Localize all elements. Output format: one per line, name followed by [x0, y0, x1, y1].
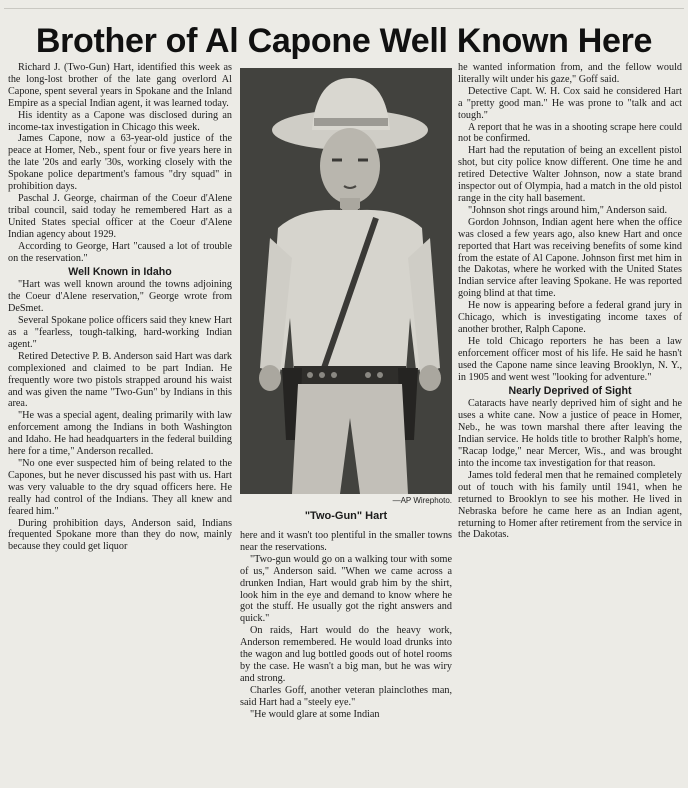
paragraph: he wanted information from, and the fellow would literally wilt under his gaze," Goff said. — [458, 62, 682, 85]
paragraph: Several Spokane police officers said they knew Hart as a "fearless, tough-talking, hard-working Indian agent." — [8, 315, 232, 350]
paragraph: He told Chicago reporters he has been a law enforcement officer most of his life. He said he hasn't used the Capone name since leaving Brooklyn, N. Y., in 1905 and went west "looking for adventure." — [458, 335, 682, 383]
subheading: Well Known in Idaho — [68, 266, 172, 279]
paragraph: Paschal J. George, chairman of the Coeur d'Alene tribal council, said today he remembered Hart as a United States special officer at the Coeur d'Alene Indian agency about 1929. — [8, 192, 232, 240]
article-column-2 — [240, 530, 452, 784]
paragraph: On raids, Hart would do the heavy work, Anderson remembered. He would load drunks into the wagon and lug bottled goods out of hotel rooms by the case. He wasn't a big man, but he was wiry and strong. — [240, 625, 452, 684]
paragraph: "He was a special agent, dealing primarily with law enforcement among the Indians in both Washington and Idaho. He had headquarters in the federal building here for a time," Anderson recalled. — [8, 410, 232, 458]
article-column-1 — [8, 62, 232, 784]
paragraph: According to George, Hart "caused a lot of trouble on the reservation." — [8, 240, 232, 264]
paragraph: James Capone, now a 63-year-old justice of the peace at Homer, Neb., spent four or five years here in the late '20s and early '30s, working closely with the Spokane police department's famous "dry squad" in prohibition days. — [8, 133, 232, 193]
headline: Brother of Al Capone Well Known Here — [35, 22, 653, 60]
article-column-3 — [458, 62, 682, 784]
portrait-photo — [240, 68, 452, 494]
subheading: Nearly Deprived of Sight — [508, 385, 632, 398]
paragraph: Cataracts have nearly deprived him of sight and he uses a white cane. Now a justice of peace in Homer, Neb., he was town marshal there after leaving the Indian service. He holds title to brother Ralph's home, "Racap lodge," near Mercer, Wis., and was brought into the income tax investigation for that reason. — [458, 398, 682, 469]
paragraph: Richard J. (Two-Gun) Hart, identified this week as the long-lost brother of the late gang overlord Al Capone, spent several years in Spokane and the Inland Empire as a special Indian agent, it was learned today. — [8, 62, 232, 109]
top-rule — [4, 8, 684, 9]
paragraph: A report that he was in a shooting scrape here could not be confirmed. — [458, 121, 682, 145]
paragraph: Charles Goff, another veteran plainclothes man, said Hart had a "steely eye." — [240, 684, 452, 708]
photo-caption: "Two-Gun" Hart — [304, 510, 388, 522]
paragraph: James told federal men that he remained completely out of touch with his family until 1941, when he returned to Brooklyn to see his mother. He lived in Nebraska before he came here as an Indian agent, returning to Homer after retirement from the service in the Dakotas. — [458, 469, 682, 541]
paragraph: His identity as a Capone was disclosed during an income-tax investigation in Chicago this week. — [8, 109, 232, 133]
paragraph: here and it wasn't too plentiful in the smaller towns near the reservations. — [240, 530, 452, 553]
paragraph: He now is appearing before a federal grand jury in Chicago, which is investigating income taxes of another brother, Ralph Capone. — [458, 300, 682, 335]
paragraph: "Johnson shot rings around him," Anderson said. — [468, 204, 668, 216]
paragraph: Gordon Johnson, Indian agent here when the office was closed a few years ago, also knew Hart and once reported that Hart was receiving benefits of some kind from the estate of Al Capone. Johnson first met him in the Dakotas, where he worked with the United States Indian service after leaving Spokane. He was reported going blind at that time. — [458, 216, 682, 300]
paragraph: "Two-gun would go on a walking tour with some of us," Anderson said. "When we came across a drunken Indian, Hart would grab him by the shirt, look him in the eye and demand to know where he got the stuff. He usually got the right answers and quick." — [240, 553, 452, 625]
paragraph: "He would glare at some Indian — [250, 708, 380, 720]
paragraph: During prohibition days, Anderson said, Indians frequented Spokane more than they do now, mainly because they could get liquor — [8, 517, 232, 553]
paragraph: Detective Capt. W. H. Cox said he considered Hart a "pretty good man." He was prone to "talk and act tough." — [458, 85, 682, 121]
portrait-illustration — [240, 68, 452, 494]
paragraph: Hart had the reputation of being an excellent pistol shot, but city police know different. One time he and retired Detective Walter Johnson, now a state brand inspector out of Olympia, had a match in the old pistol range in the city hall basement. — [458, 145, 682, 204]
paragraph: "No one ever suspected him of being related to the Capones, but he never discussed his past with us. Hart was very valuable to the dry squad officers here. He really had control of the Indians. They all knew and feared him." — [8, 458, 232, 517]
paragraph: Retired Detective P. B. Anderson said Hart was dark complexioned and claimed to be part Indian. He frequently wore two pistols strapped around his waist and was given the name "Two-Gun" by Indians in this area. — [8, 350, 232, 410]
photo-credit: —AP Wirephoto. — [392, 496, 452, 505]
paragraph: "Hart was well known around the towns adjoining the Coeur d'Alene reservation," George wrote from DeSmet. — [8, 279, 232, 315]
